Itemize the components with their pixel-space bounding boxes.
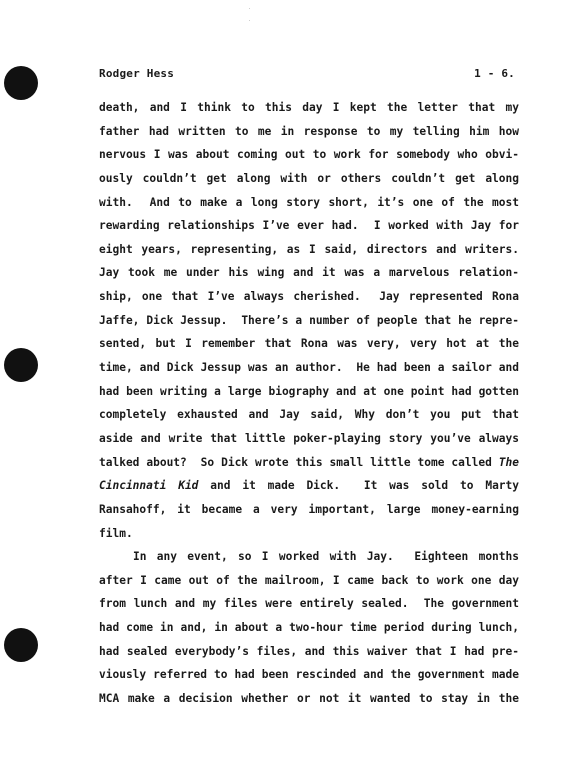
text-line: viously referred to had been rescinded and the government made <box>99 668 519 682</box>
text-line: ship, one that I’ve always cherished. Jay represented Rona <box>99 290 519 304</box>
binder-hole-bottom <box>4 628 38 662</box>
text-line: In any event, so I worked with Jay. Eighteen months <box>133 550 519 564</box>
paragraph-1 <box>99 96 519 545</box>
text-line <box>99 451 519 475</box>
text-line: had sealed everybody’s files, and this waiver that I had pre- <box>99 644 519 658</box>
page-number: 1 - 6. <box>474 67 515 80</box>
text-line: ously couldn’t get along with or others couldn’t get along <box>99 171 519 185</box>
text-line: aside and write that little poker-playing story you’ve always <box>99 431 519 445</box>
transcript-body <box>99 96 519 711</box>
text-line: from lunch and my files were entirely sealed. The government <box>99 597 519 611</box>
text-line: Jaffe, Dick Jessup. There’s a number of people that he repre- <box>99 313 519 327</box>
text-line <box>99 474 519 498</box>
text-line: death, and I think to this day I kept the letter that my <box>99 101 519 114</box>
scan-speck <box>249 20 250 21</box>
text-line: after I came out of the mailroom, I came back to work one day <box>99 573 519 587</box>
text-line: nervous I was about coming out to work for somebody who obvi- <box>99 148 519 162</box>
text-line: Jay took me under his wing and it was a marvelous relation- <box>99 266 519 280</box>
text-line: completely exhausted and Jay said, Why don’t you put that <box>99 408 519 422</box>
text-line: with. And to make a long story short, it’s one of the most <box>99 195 519 209</box>
text-line: had come in and, in about a two-hour time period during lunch, <box>99 621 519 635</box>
book-title-italic: Cincinnati Kid <box>99 479 199 493</box>
binder-hole-top <box>4 66 38 100</box>
text-segment: talked about? So Dick wrote this small little tome called <box>99 455 492 469</box>
text-line: film. <box>99 526 133 540</box>
text-line: Ransahoff, it became a very important, large money-earning <box>99 502 519 516</box>
text-line: MCA make a decision whether or not it wanted to stay in the <box>99 692 519 706</box>
text-line: time, and Dick Jessup was an author. He had been a sailor and <box>99 361 519 375</box>
text-line: father had written to me in response to my telling him how <box>99 124 519 138</box>
text-line: rewarding relationships I’ve ever had. I worked with Jay for <box>99 219 519 233</box>
paragraph-2 <box>99 545 519 710</box>
binder-hole-middle <box>4 348 38 382</box>
interviewee-name: Rodger Hess <box>99 67 175 80</box>
text-line: had been writing a large biography and at one point had gotten <box>99 384 519 398</box>
text-line: eight years, representing, as I said, directors and writers. <box>99 242 519 256</box>
text-line: sented, but I remember that Rona was very, very hot at the <box>99 337 519 351</box>
book-title-italic: The <box>498 455 519 469</box>
text-segment: and it made Dick. It was sold to Marty <box>198 479 520 493</box>
scan-speck <box>249 8 250 9</box>
